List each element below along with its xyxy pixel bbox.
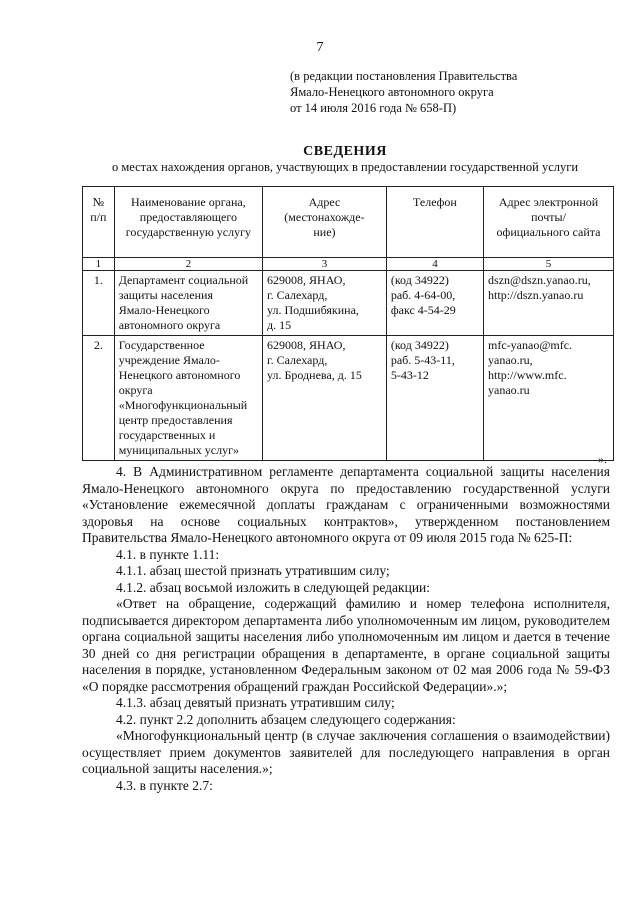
document-subheading: о местах нахождения органов, участвующих в предоставлении государственной услуги: [111, 160, 579, 174]
agency-email: [484, 271, 614, 336]
page-number: 7: [316, 40, 324, 55]
agency-name-line: «Многофункциональный: [118, 398, 248, 412]
agency-email: [484, 336, 614, 461]
table-header-row: [83, 187, 614, 258]
agency-name-line: Государственное: [118, 338, 205, 352]
phone-line: (код 34922): [390, 273, 449, 287]
agency-name-line: муниципальных услуг»: [118, 443, 240, 457]
header-text: почты/: [531, 210, 566, 224]
column-number: 1: [83, 258, 115, 271]
column-number-row: [83, 258, 614, 271]
phone-line: раб. 4-64-00,: [390, 288, 456, 302]
paragraph: 4. В Административном регламенте департамента социальной защиты населения Ямало-Ненецкого автономного округа по предоставлению государственной услуги «Установление ежемесячной доплаты гражданам с ограниченными возможностями здоровья на основе социальных контрактов», утвержденном постановлением Правительства Ямало-Ненецкого автономного округа от 09 июля 2015 года № 625-П:: [82, 464, 610, 545]
agency-name-line: автономного округа: [118, 318, 221, 332]
email-line: yanao.ru: [488, 383, 530, 397]
agency-address: [263, 336, 387, 461]
column-number: 2: [114, 258, 262, 271]
header-cell-name: [114, 187, 262, 258]
edition-note-line: (в редакции постановления Правительства: [290, 69, 518, 83]
phone-line: факс 4-54-29: [390, 303, 456, 317]
header-text: Адрес электронной: [498, 195, 599, 209]
header-text: п/п: [90, 210, 107, 224]
column-number: 5: [484, 258, 614, 271]
document-heading: СВЕДЕНИЯ: [303, 144, 387, 159]
header-cell-phone: [386, 187, 483, 258]
document-body: [82, 464, 610, 794]
header-cell-email: [484, 187, 614, 258]
header-text: Адрес: [308, 195, 341, 209]
header-cell-address: [263, 187, 387, 258]
header-cell-num: [83, 187, 115, 258]
agency-name-line: Ямало-Ненецкого: [118, 303, 210, 317]
agencies-table: [82, 186, 614, 461]
phone-line: (код 34922): [390, 338, 449, 352]
header-text: предоставляющего: [139, 210, 237, 224]
row-number: 2.: [83, 336, 115, 461]
edition-note-line: Ямало-Ненецкого автономного округа: [290, 85, 494, 99]
address-line: 629008, ЯНАО,: [267, 338, 346, 352]
address-line: ул. Броднева, д. 15: [267, 368, 362, 382]
row-number: 1.: [83, 271, 115, 336]
agency-name-line: государственных и: [118, 428, 216, 442]
table-row: [83, 336, 614, 461]
paragraph: 4.3. в пункте 2.7:: [116, 777, 213, 793]
header-text: Наименование органа,: [130, 195, 246, 209]
header-text: Телефон: [413, 195, 457, 209]
edition-note: [290, 68, 517, 116]
paragraph: 4.1.3. абзац девятый признать утратившим силу;: [116, 695, 395, 710]
paragraph: «Ответ на обращение, содержащий фамилию и номер телефона исполнителя, подписывается директором департамента либо уполномоченным им лицом, руководителем органа социальной защиты населения либо уполномоченным им лицом и дается в течение 30 дней со дня регистрации обращения в департаменте, в органе социальной защиты населения в порядке, установленном Федеральным законом от 02 мая 2006 года № 59-ФЗ «О порядке рассмотрения обращений граждан Российской Федерации».»;: [82, 596, 610, 694]
agency-phone: [386, 336, 483, 461]
agency-name-line: Ненецкого автономного: [118, 368, 241, 382]
header-text: государственную услугу: [125, 225, 252, 239]
address-line: 629008, ЯНАО,: [267, 273, 346, 287]
address-line: г. Салехард,: [267, 288, 328, 302]
phone-line: 5-43-12: [390, 368, 429, 382]
agency-name: [114, 271, 262, 336]
paragraph: «Многофункциональный центр (в случае заключения соглашения о взаимодействии) осуществляет прием документов заявителей для последующего направления в орган социальной защиты населения.»;: [82, 728, 610, 776]
email-line: dszn@dszn.yanao.ru,: [488, 273, 591, 287]
header-text: (местонахожде-: [284, 210, 365, 224]
agency-name-line: учреждение Ямало-: [118, 353, 220, 367]
paragraph: 4.1.2. абзац восьмой изложить в следующей редакции:: [116, 579, 431, 595]
agency-name-line: округа: [118, 383, 153, 397]
paragraph: 4.1.1. абзац шестой признать утратившим силу;: [116, 563, 390, 578]
email-line: yanao.ru,: [488, 353, 533, 367]
address-line: ул. Подшибякина,: [267, 303, 359, 317]
header-text: №: [92, 195, 105, 209]
address-line: г. Салехард,: [267, 353, 328, 367]
agency-address: [263, 271, 387, 336]
table-row: [83, 271, 614, 336]
header-text: официального сайта: [496, 225, 601, 239]
paragraph: 4.2. пункт 2.2 дополнить абзацем следующего содержания:: [116, 711, 456, 727]
email-line: http://dszn.yanao.ru: [488, 288, 584, 302]
email-line: http://www.mfc.: [488, 368, 567, 382]
column-number: 4: [386, 258, 483, 271]
header-text: ние): [313, 225, 336, 239]
column-number: 3: [263, 258, 387, 271]
agency-name-line: Департамент социальной: [118, 273, 249, 287]
edition-note-line: от 14 июля 2016 года № 658-П): [290, 101, 457, 115]
agency-name-line: центр предоставления: [118, 413, 233, 427]
agency-name: [114, 336, 262, 461]
address-line: д. 15: [267, 318, 292, 332]
phone-line: раб. 5-43-11,: [390, 353, 455, 367]
paragraph: 4.1. в пункте 1.11:: [116, 546, 220, 562]
agency-name-line: защиты населения: [118, 288, 213, 302]
agency-phone: [386, 271, 483, 336]
email-line: mfc-yanao@mfc.: [488, 338, 573, 352]
closing-quote-mark: ».: [598, 452, 607, 466]
